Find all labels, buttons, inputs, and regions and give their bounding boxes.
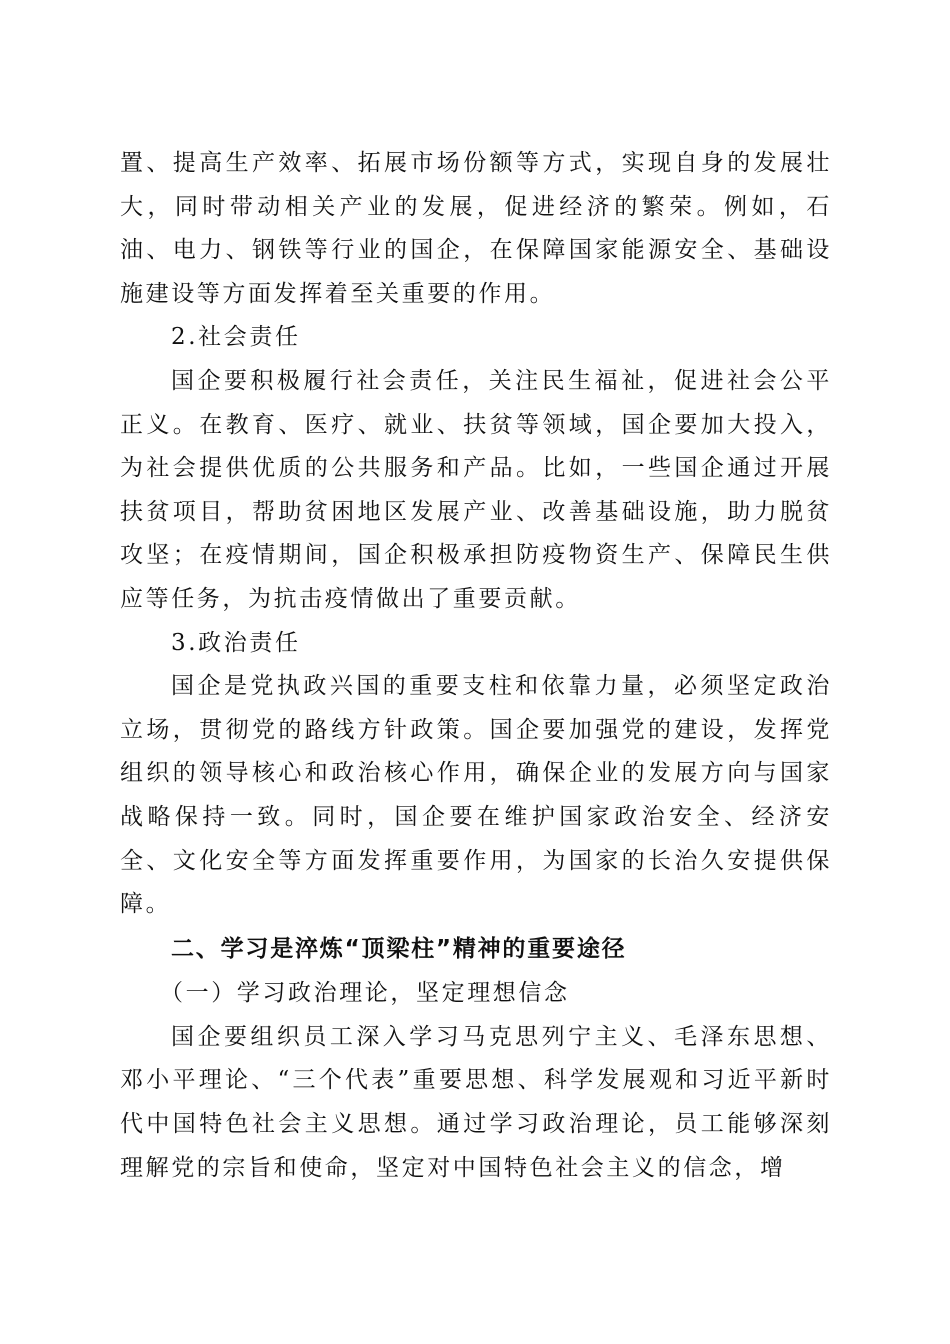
section-heading: 二、学习是淬炼“顶梁柱”精神的重要途径 bbox=[171, 935, 627, 962]
paragraph: 国企要组织员工深入学习马克思列宁主义、毛泽东思想、邓小平理论、“三个代表”重要思想、科学发展观和习近平新时代中国特色社会主义思想。通过学习政治理论，员工能够深刻理解党的宗旨和使命，坚定对中国特色社会主义的信念，增 bbox=[120, 1023, 832, 1181]
paragraph: 国企是党执政兴国的重要支柱和依靠力量，必须坚定政治立场，贯彻党的路线方针政策。国企要加强党的建设，发挥党组织的领导核心和政治核心作用，确保企业的发展方向与国家战略保持一致。同时，国企要在维护国家政治安全、经济安全、文化安全等方面发挥重要作用，为国家的长治久安提供保障。 bbox=[120, 673, 832, 918]
paragraph: 国企要积极履行社会责任，关注民生福祉，促进社会公平正义。在教育、医疗、就业、扶贫等领域，国企要加大投入，为社会提供优质的公共服务和产品。比如，一些国企通过开展扶贫项目，帮助贫困地区发展产业、改善基础设施，助力脱贫攻坚；在疫情期间，国企积极承担防疫物资生产、保障民生供应等任务，为抗击疫情做出了重要贡献。 bbox=[120, 367, 832, 612]
paragraph-continued: 置、提高生产效率、拓展市场份额等方式，实现自身的发展壮大，同时带动相关产业的发展，促进经济的繁荣。例如，石油、电力、钢铁等行业的国企，在保障国家能源安全、基础设施建设等方面发挥着至关重要的作用。 bbox=[120, 150, 832, 307]
subsection-title-political-responsibility: 3.政治责任 bbox=[171, 629, 301, 656]
subsection-title-social-responsibility: 2.社会责任 bbox=[171, 324, 301, 351]
document-body bbox=[120, 142, 832, 1190]
subsection-heading: （一）学习政治理论，坚定理想信念 bbox=[160, 980, 570, 1007]
